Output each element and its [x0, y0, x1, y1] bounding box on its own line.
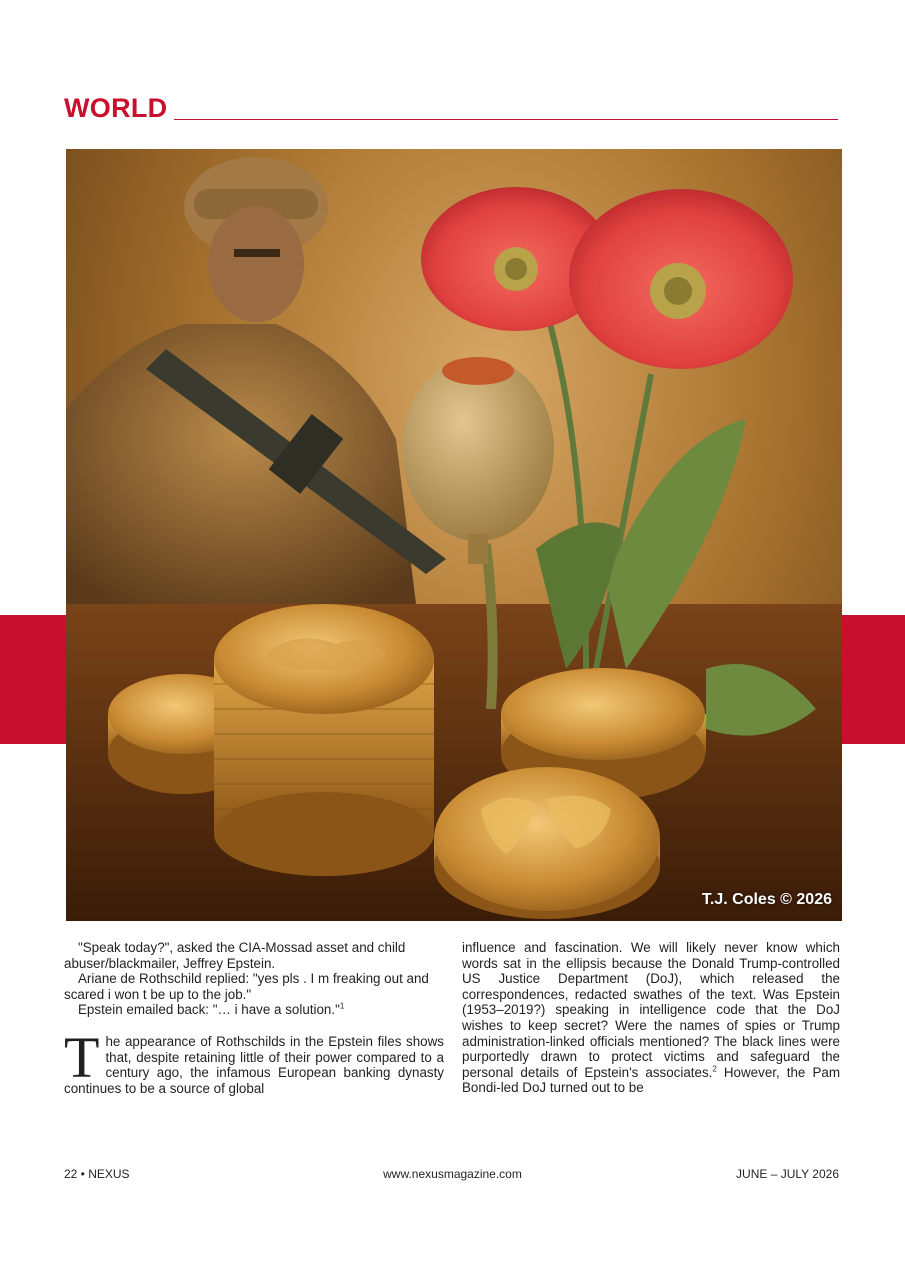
- body-paragraph-2-text: influence and fascination. We will likely never know which words sat in the ellipsis because the Donald Trump-controlled US Justice Department (DoJ), which released the correspondences, redacted swathes of the text. Was Epstein (1953–2019?) speaking in intelligence code that the DoJ wishes to keep secret? Were the names of spies or Trump administration-linked officials mentioned? The black lines were purportedly drawn to protect victims and safeguard the personal details of Epstein's associates.: [462, 940, 840, 1080]
- section-title: WORLD: [64, 93, 168, 123]
- intro-paragraph-1: "Speak today?", asked the CIA-Mossad asset and child abuser/blackmailer, Jeffrey Epstein.: [64, 940, 406, 971]
- body-paragraph-2: [462, 940, 840, 1096]
- intro-paragraph-3: [64, 1002, 444, 1018]
- article-column-left: [64, 940, 444, 1096]
- hero-illustration: [66, 149, 842, 921]
- body-paragraph-2-tail: However, the Pam Bondi-led DoJ turned out to be: [462, 1064, 840, 1096]
- soldier-figure: [66, 157, 446, 604]
- footer-website: www.nexusmagazine.com: [383, 1167, 522, 1181]
- intro-paragraph-3-text: Epstein emailed back: "… i have a solution.": [78, 1002, 340, 1018]
- footer-page-number: 22 • NEXUS: [64, 1167, 130, 1181]
- poppy-flower-right: [569, 189, 793, 369]
- footer-issue-date: JUNE – JULY 2026: [736, 1167, 839, 1181]
- body-paragraph-1: [64, 1024, 444, 1096]
- poppy-seed-pod: [402, 357, 554, 564]
- coin-world-map-front: [434, 767, 660, 919]
- red-band-right: [842, 615, 905, 744]
- red-band-left: [0, 615, 66, 744]
- hero-artwork: [66, 149, 842, 921]
- body-paragraph-1-text: he appearance of Rothschilds in the Epstein files shows that, despite retaining little of their power compared to a century ago, the infamous European banking dynasty continues to be a source of global: [64, 1033, 444, 1096]
- drop-cap: T: [64, 1024, 100, 1090]
- intro-paragraph-2: Ariane de Rothschild replied: "yes pls . I m freaking out and scared i won t be up to the job.": [64, 971, 429, 1002]
- footnote-marker-2: 2: [712, 1064, 717, 1074]
- footnote-marker-1: 1: [339, 1001, 345, 1011]
- article-column-right: [462, 940, 840, 1096]
- section-rule: [174, 119, 838, 120]
- image-credit: T.J. Coles © 2026: [701, 891, 832, 908]
- coin-stack-tall: [214, 604, 434, 876]
- section-header: [64, 92, 838, 124]
